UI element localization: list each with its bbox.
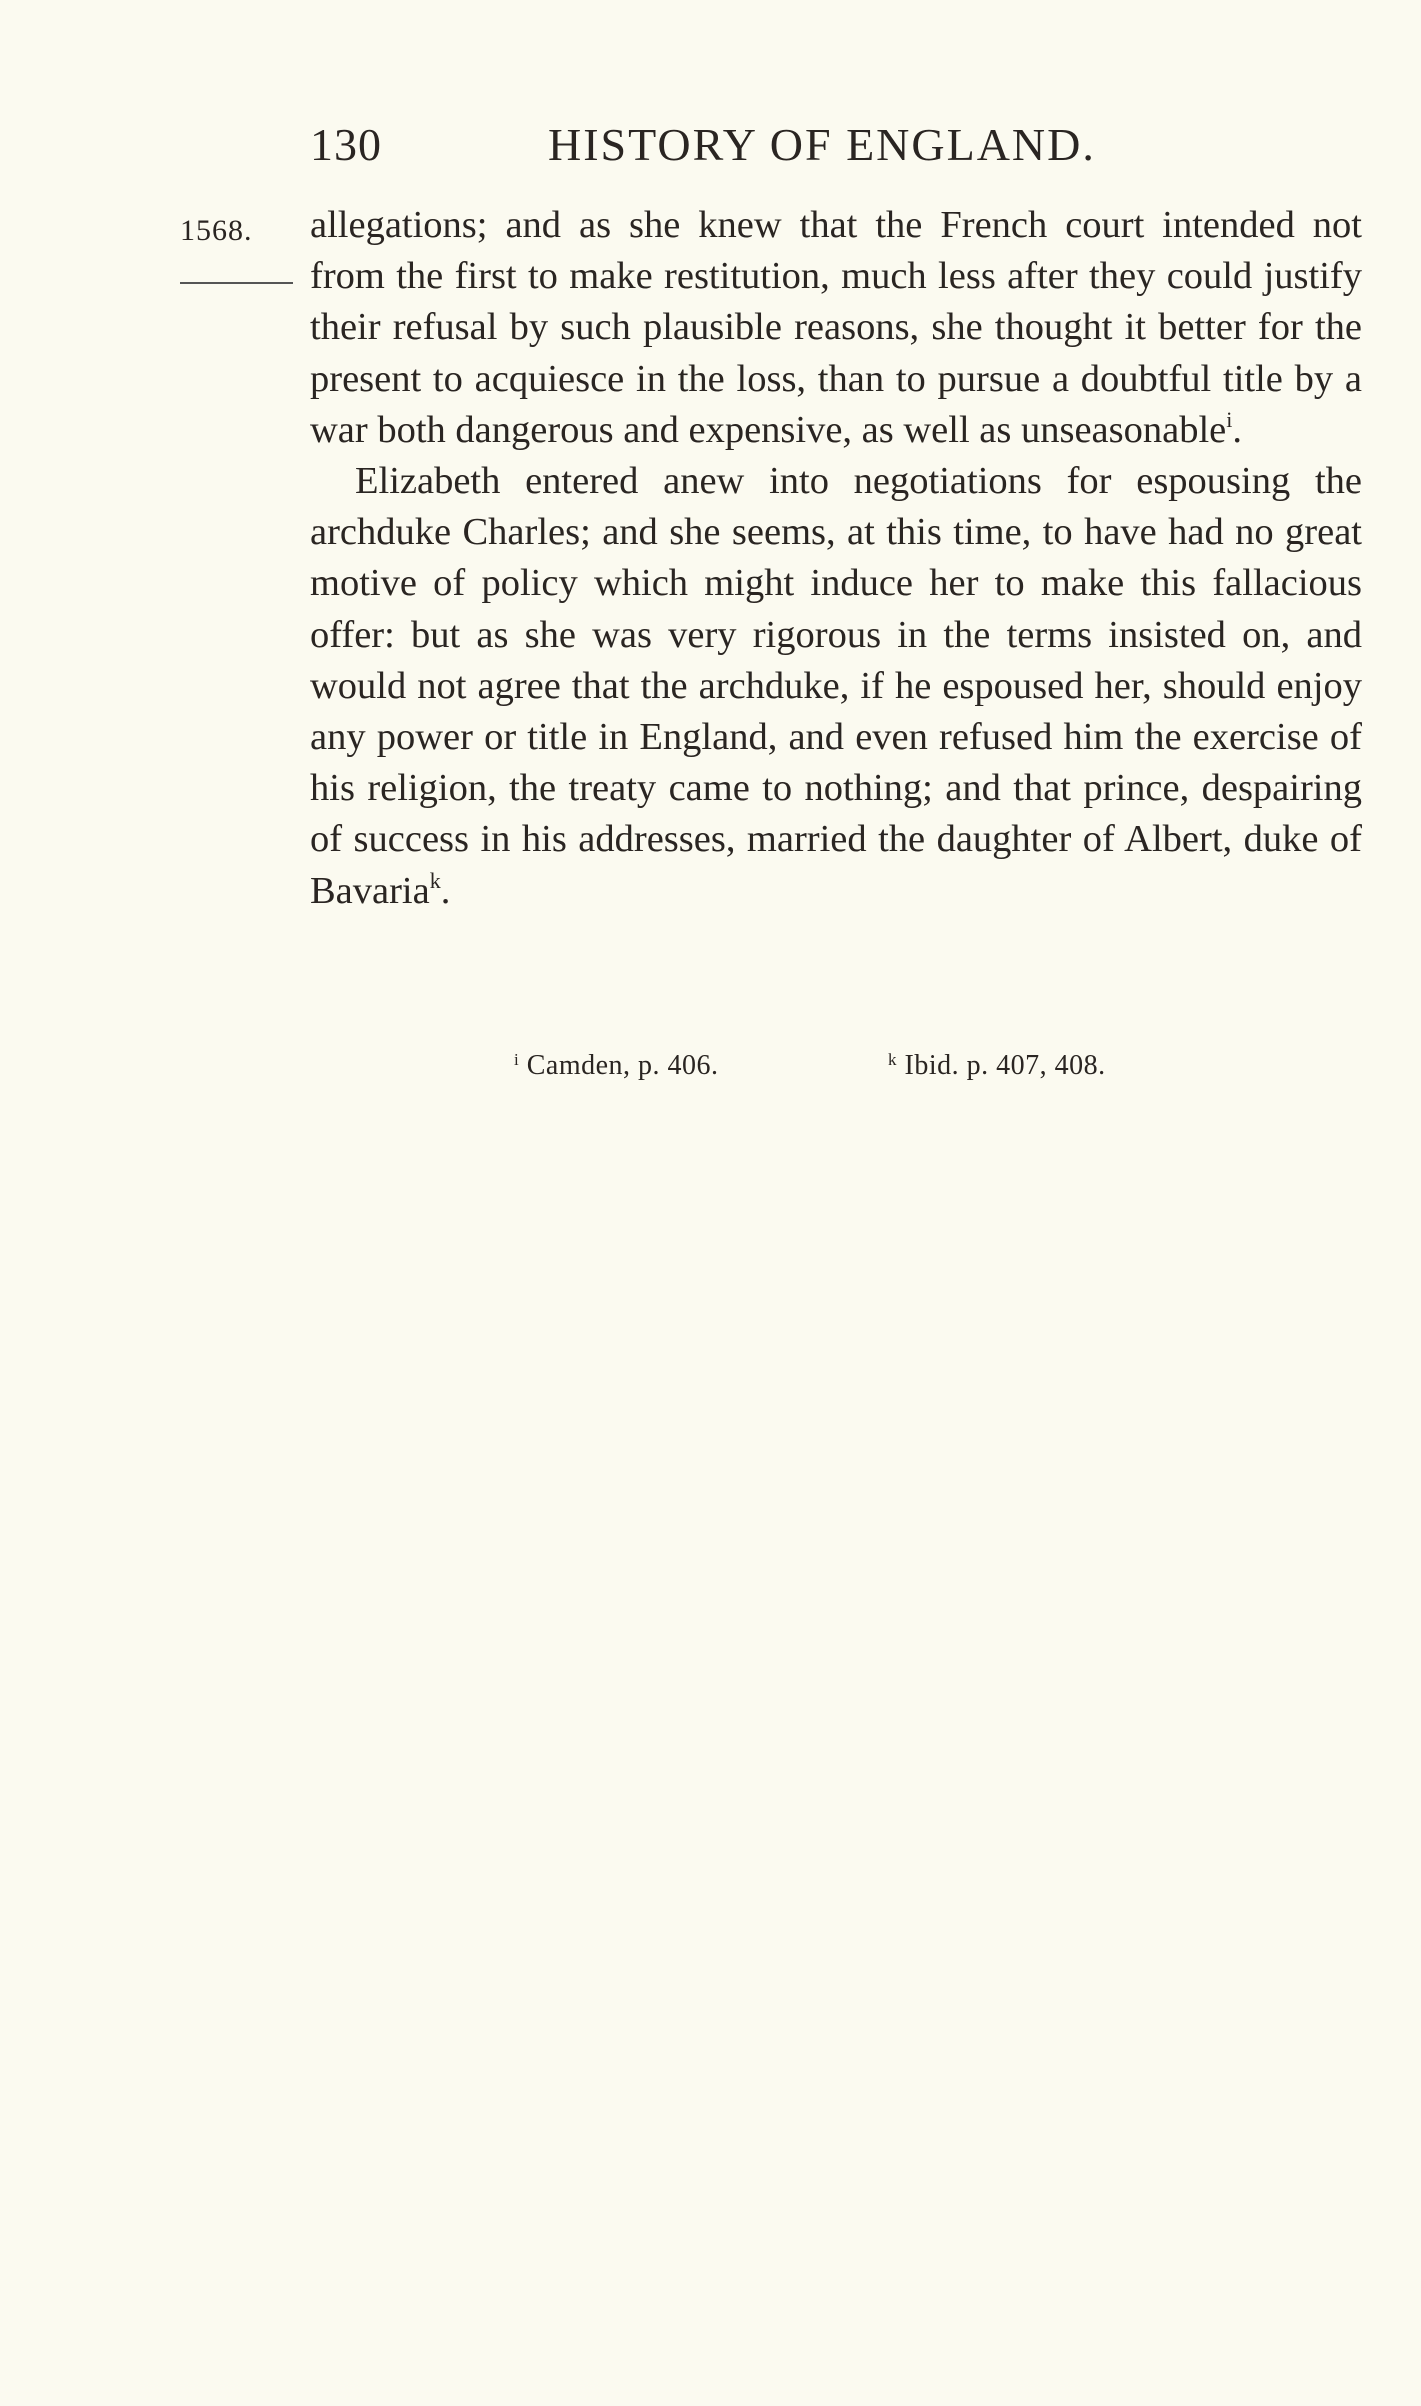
footnote-i <box>514 1050 719 1082</box>
page-header <box>0 118 1421 178</box>
paragraph-2-end: . <box>440 869 451 912</box>
paragraph-1-text: allegations; and as she knew that the French court intended not from the first to make restitution, much less after they could justify their refusal by such plausible reasons, she thought it better for the present to acquiesce in the loss, than to pursue a doubtful title by a war both dangerous and expensive, as well as unseasonable <box>310 204 1362 451</box>
footnote-text: Ibid. p. 407, 408. <box>904 1050 1106 1081</box>
paragraph-2 <box>310 456 1362 917</box>
footnote-mark: i <box>514 1050 520 1069</box>
page-number: 130 <box>310 119 382 170</box>
footnote-k <box>888 1050 1106 1082</box>
paragraph-1-end: . <box>1232 408 1242 451</box>
margin-year: 1568. <box>180 214 253 247</box>
paragraph-2-text: Elizabeth entered anew into negotiations for espousing the archduke Charles; and she seems, at this time, to have had no great motive of policy which might induce her to make this fallacious offer: but as she was very rigorous in the terms insisted on, and would not agree that the archduke, if he espoused her, should enjoy any power or title in England, and even refused him the exercise of his religion, the treaty came to nothing; and that prince, despairing of success in his addresses, married the daughter of Albert, duke of Bavaria <box>310 460 1362 912</box>
footnote-mark: k <box>888 1050 897 1069</box>
margin-rule <box>180 282 293 284</box>
body-text <box>310 200 1362 917</box>
footnote-ref-k: k <box>429 867 441 893</box>
running-title: HISTORY OF ENGLAND. <box>548 119 1096 170</box>
paragraph-1 <box>310 200 1362 456</box>
footnote-ref-i: i <box>1226 406 1233 432</box>
footnote-text: Camden, p. 406. <box>526 1050 719 1081</box>
